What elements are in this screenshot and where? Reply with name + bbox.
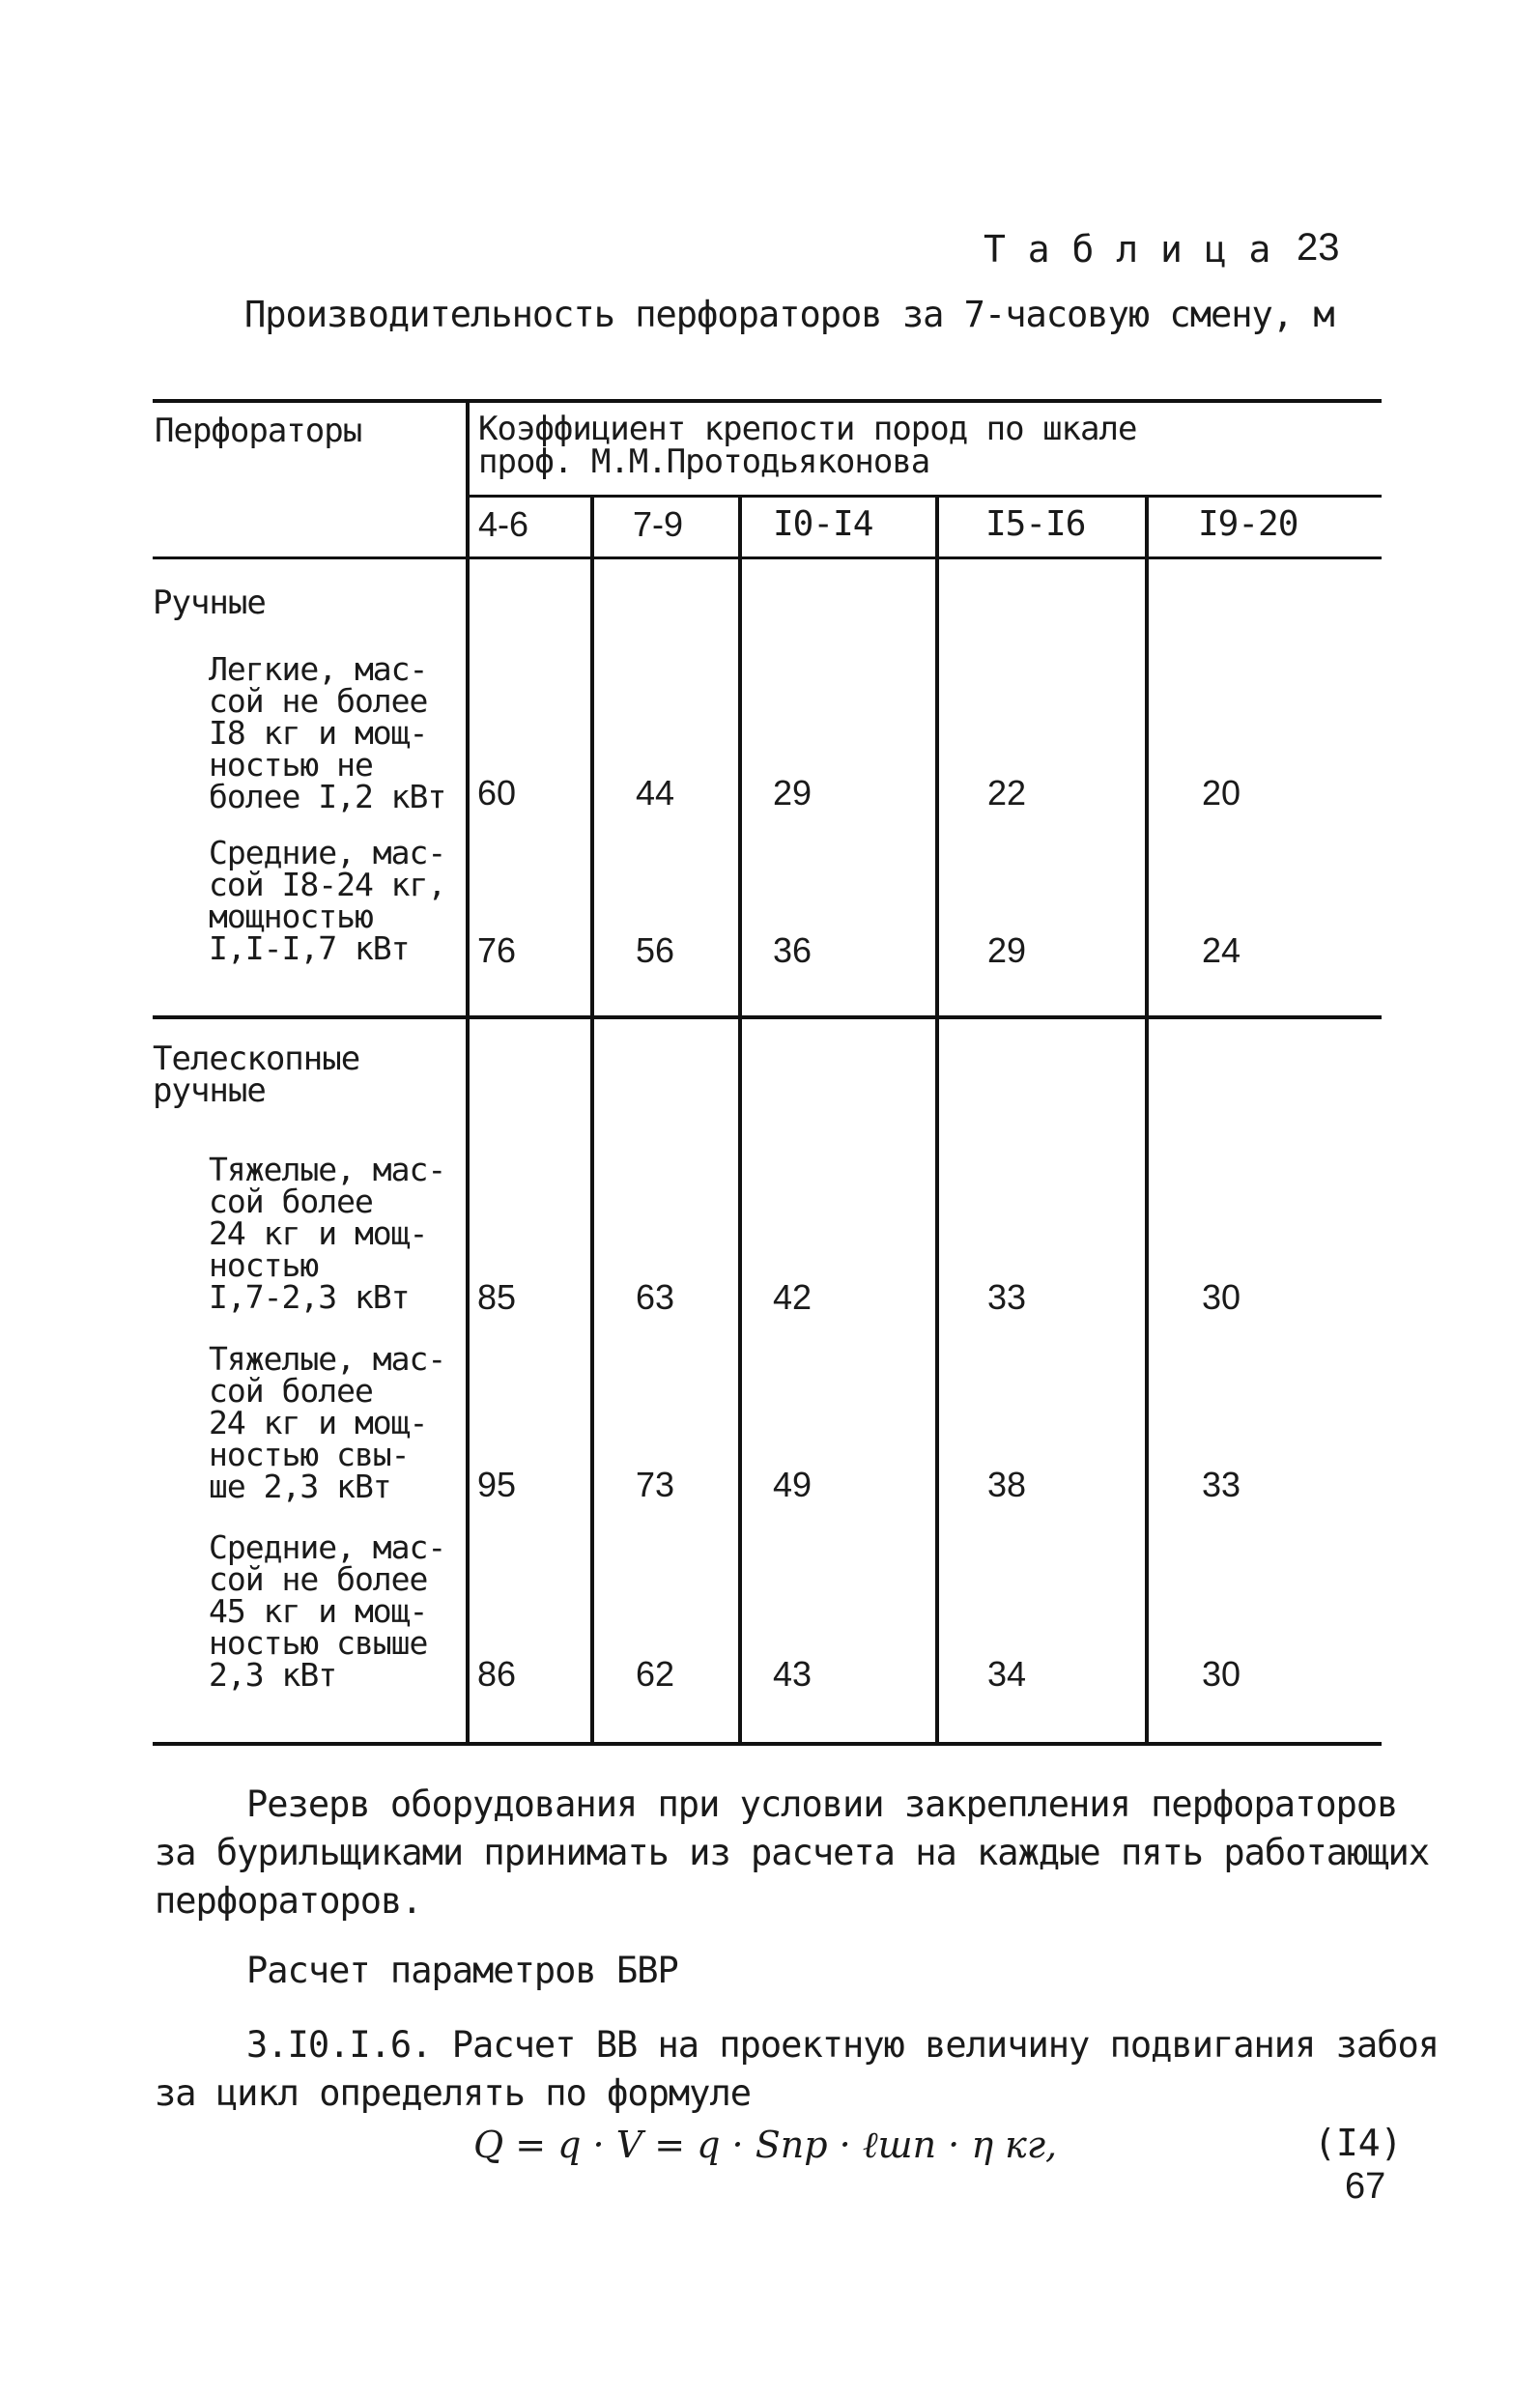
reserve-paragraph-line3: перфораторов. (155, 1880, 422, 1922)
header-bottom-rule (153, 556, 1382, 559)
column-header: I0-I4 (773, 504, 873, 544)
table-cell: 29 (987, 930, 1027, 970)
table-bottom-rule (153, 1742, 1382, 1746)
table-cell: 44 (636, 773, 675, 813)
clause-line2: за цикл определять по формуле (155, 2072, 752, 2114)
row-label: Средние, мас- сой I8-24 кг, мощностью I,I-I,7 кВт (209, 834, 446, 967)
table-cell: 33 (987, 1277, 1027, 1317)
reserve-paragraph-line2: за бурильщиками принимать из расчета на каждые пять работающих (155, 1832, 1430, 1873)
table-number-label: Т а б л и ц а (984, 228, 1271, 271)
table-cell: 86 (477, 1654, 517, 1694)
table-cell: 24 (1202, 930, 1241, 970)
formula: Q = q · V = q · Sпр · ℓшп · η кг, (473, 2124, 1058, 2166)
table-cell: 42 (773, 1277, 813, 1317)
table-cell: 73 (636, 1465, 675, 1504)
formula-number: (I4) (1314, 2122, 1403, 2164)
group-title: Ручные (153, 584, 266, 622)
row-label: Тяжелые, мас- сой более 24 кг и мощ- ностью свы- ше 2,3 кВт (209, 1340, 446, 1505)
table-cell: 30 (1202, 1277, 1241, 1317)
col-divider-0 (466, 399, 470, 1744)
table-cell: 49 (773, 1465, 813, 1504)
row-label: Средние, мас- сой не более 45 кг и мощ- ностью свыше 2,3 кВт (209, 1528, 446, 1694)
column-header: I9-20 (1198, 504, 1298, 544)
clause-line1: 3.I0.I.6. Расчет ВВ на проектную величину подвигания забоя (246, 2024, 1440, 2066)
table-cell: 30 (1202, 1654, 1241, 1694)
row-label: Легкие, мас- сой не более I8 кг и мощ- ностью не более I,2 кВт (209, 650, 446, 815)
table-cell: 22 (987, 773, 1027, 813)
table-cell: 34 (987, 1654, 1027, 1694)
header-first-col: Перфораторы (155, 412, 362, 450)
table-cell: 85 (477, 1277, 517, 1317)
col-divider-2 (738, 495, 742, 1744)
table-cell: 95 (477, 1465, 517, 1504)
header-group-line1: Коэффициент крепости пород по шкале (478, 410, 1137, 448)
column-header: I5-I6 (985, 504, 1086, 544)
col-divider-1 (590, 495, 594, 1744)
table-title: Производительность перфораторов за 7-часовую смену, м (244, 294, 1334, 335)
header-group-line2: проф. М.М.Протодьяконова (478, 442, 930, 481)
col-divider-3 (935, 495, 939, 1744)
page-number: 67 (1345, 2166, 1386, 2207)
table-number: 23 (1297, 226, 1340, 269)
table-cell: 36 (773, 930, 813, 970)
table-cell: 62 (636, 1654, 675, 1694)
column-header: 7-9 (633, 504, 684, 544)
table-cell: 29 (773, 773, 813, 813)
table-cell: 76 (477, 930, 517, 970)
header-subrule (468, 495, 1382, 498)
table-cell: 20 (1202, 773, 1241, 813)
table-cell: 38 (987, 1465, 1027, 1504)
col-divider-4 (1145, 495, 1149, 1744)
table-cell: 43 (773, 1654, 813, 1694)
group-title: Телескопные ручные (153, 1040, 360, 1110)
table-cell: 56 (636, 930, 675, 970)
column-header: 4-6 (478, 504, 529, 544)
section-title: Расчет параметров БВР (246, 1950, 678, 1991)
group-separator-rule (153, 1015, 1382, 1019)
table-cell: 63 (636, 1277, 675, 1317)
table-cell: 33 (1202, 1465, 1241, 1504)
table-top-rule (153, 399, 1382, 403)
row-label: Тяжелые, мас- сой более 24 кг и мощ- ностью I,7-2,3 кВт (209, 1151, 446, 1316)
reserve-paragraph-line1: Резерв оборудования при условии закрепления перфораторов (246, 1783, 1398, 1825)
table-cell: 60 (477, 773, 517, 813)
